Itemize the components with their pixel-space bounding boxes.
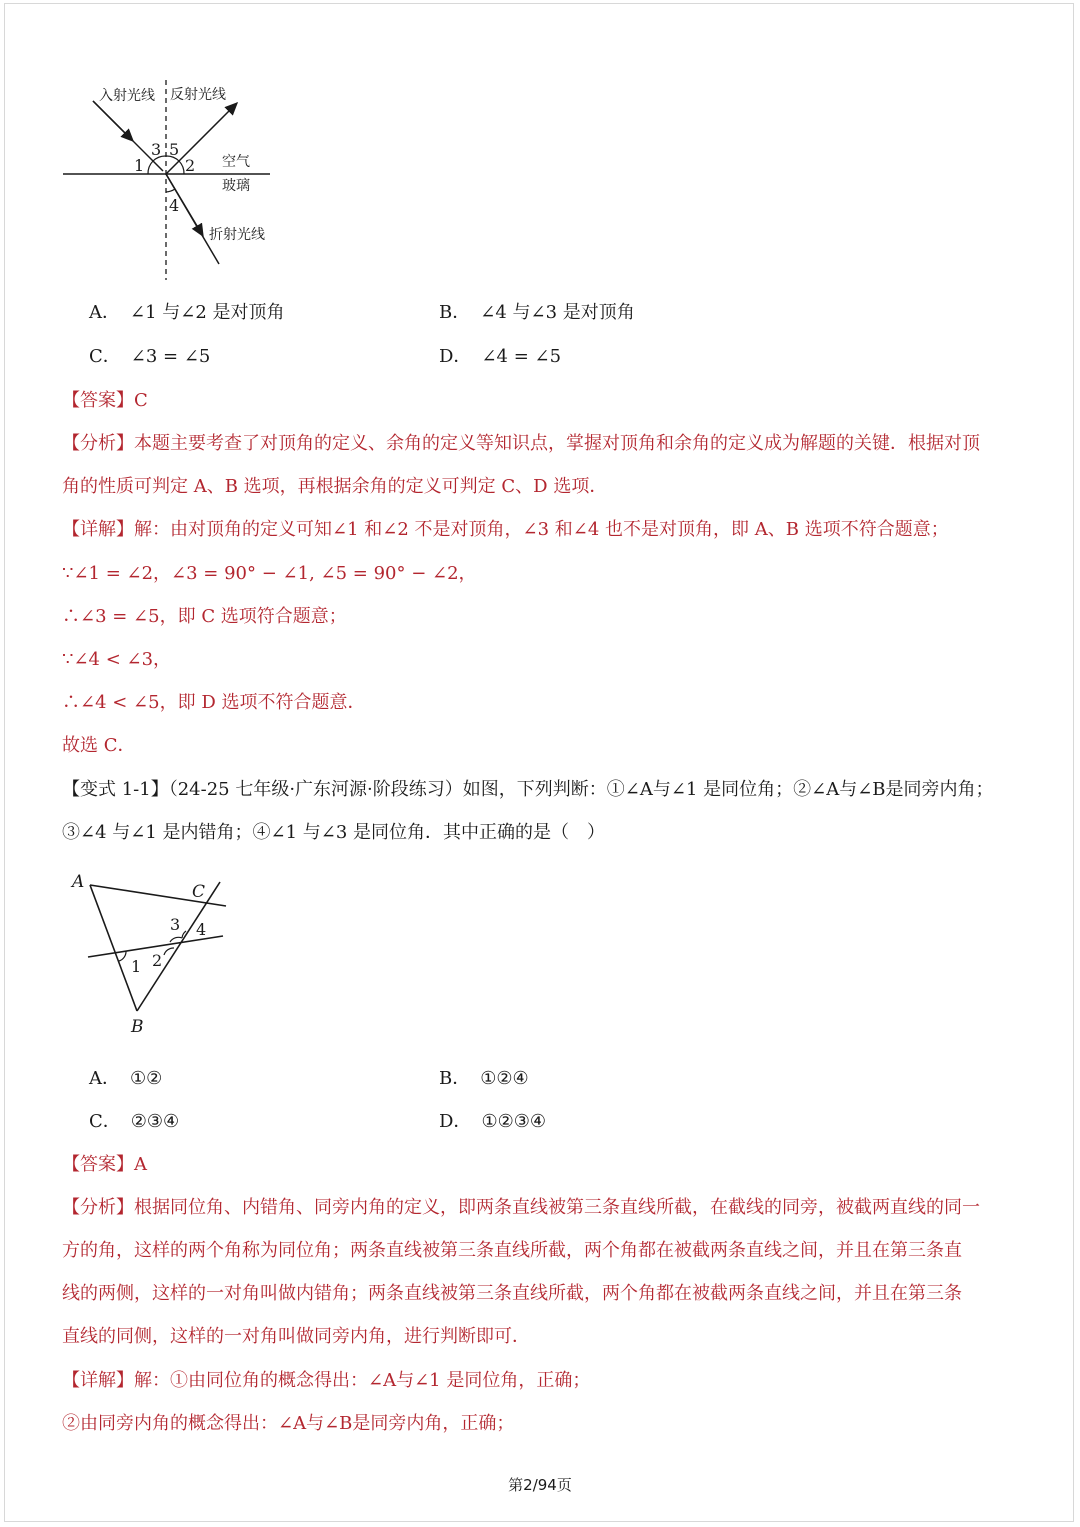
figure-light-refraction	[55, 75, 295, 285]
q2-answer	[62, 1152, 147, 1178]
q2-analysis-line4: 直线的同侧，这样的一对角叫做同旁内角，进行判断即可．	[62, 1326, 530, 1347]
option-text: ①②	[130, 1068, 163, 1089]
label-air: 空气	[222, 154, 250, 170]
q1-answer	[62, 388, 148, 414]
q1-option-d	[439, 344, 561, 370]
option-label: C．	[89, 346, 121, 367]
q1-option-a	[89, 300, 285, 326]
q1-detail-line2: ∵∠1 = ∠2，∠3 = 90° − ∠1, ∠5 = 90° − ∠2，	[62, 563, 477, 584]
label-reflected: 反射光线	[170, 87, 226, 103]
option-text: ∠1 与∠2 是对顶角	[130, 302, 285, 323]
option-label: C．	[89, 1111, 121, 1132]
analysis-tag: 【分析】	[62, 1197, 134, 1218]
angle-label-1: 1	[131, 957, 142, 976]
q2-detail-line2: ②由同旁内角的概念得出：∠A与∠B是同旁内角，正确；	[62, 1413, 515, 1434]
line-ac	[90, 885, 226, 906]
label-glass: 玻璃	[222, 178, 250, 194]
q2-detail-line1: 【详解】解：①由同位角的概念得出：∠A与∠1 是同位角，正确；	[62, 1370, 591, 1391]
q2-analysis-line2: 方的角，这样的两个角称为同位角；两条直线被第三条直线所截，两个角都在被截两条直线之间，并且在第三条直	[62, 1240, 962, 1261]
option-text: ∠4 = ∠5	[481, 346, 562, 367]
q1-option-c	[89, 344, 210, 370]
q1-detail-line1: 【详解】解：由对顶角的定义可知∠1 和∠2 不是对顶角，∠3 和∠4 也不是对顶角，即 A、B 选项不符合题意；	[62, 519, 949, 540]
point-label-c: C	[192, 882, 206, 902]
page-number: 第2/94页	[508, 1476, 572, 1494]
answer-tag: 【答案】	[62, 1154, 134, 1175]
q1-detail-line4: ∵∠4 < ∠3，	[62, 649, 172, 670]
angle-label-5: 5	[169, 140, 180, 159]
q1-analysis-line2: 角的性质可判定 A、B 选项，再根据余角的定义可判定 C、D 选项．	[62, 476, 608, 497]
option-text: ①②③④	[481, 1111, 546, 1132]
answer-value: A	[134, 1154, 147, 1175]
angle-label-4: 4	[169, 196, 180, 215]
point-label-b: B	[131, 1017, 144, 1037]
q2-stem-line1: 【变式 1-1】（24-25 七年级·广东河源·阶段练习）如图，下列判断：①∠A与∠1 是同位角；②∠A与∠B是同旁内角；	[62, 779, 994, 800]
angle-label-3: 3	[170, 915, 181, 934]
q1-analysis-line1: 【分析】本题主要考查了对顶角的定义、余角的定义等知识点，掌握对顶角和余角的定义成为解题的关键．根据对顶	[62, 433, 980, 454]
option-text: ∠4 与∠3 是对顶角	[480, 302, 635, 323]
label-refracted: 折射光线	[209, 227, 265, 243]
q1-detail-line3: ∴∠3 = ∠5，即 C 选项符合题意；	[62, 606, 347, 627]
q2-analysis-line1: 【分析】根据同位角、内错角、同旁内角的定义，即两条直线被第三条直线所截，在截线的同旁，被截两直线的同一	[62, 1197, 980, 1218]
option-label: B．	[439, 1068, 471, 1089]
answer-tag: 【答案】	[62, 390, 134, 411]
q2-option-a	[89, 1066, 162, 1092]
angle-label-2: 2	[185, 156, 196, 175]
question-source: （24-25 七年级·广东河源·阶段练习）	[168, 779, 463, 800]
angle-label-2: 2	[152, 951, 163, 970]
option-label: D．	[439, 346, 472, 367]
angle-label-1: 1	[134, 156, 145, 175]
detail-tag: 【详解】	[62, 519, 134, 540]
option-label: A．	[89, 302, 120, 323]
q2-stem-line2: ③∠4 与∠1 是内错角；④∠1 与∠3 是同位角．其中正确的是（ ）	[62, 822, 606, 843]
detail-tag: 【详解】	[62, 1370, 134, 1391]
q1-detail-line5: ∴∠4 < ∠5，即 D 选项不符合题意．	[62, 692, 366, 713]
q1-option-b	[439, 300, 635, 326]
option-text: ∠3 = ∠5	[130, 346, 211, 367]
figure-triangle-lines	[60, 868, 240, 1038]
label-incident: 入射光线	[99, 88, 155, 104]
variant-tag: 【变式 1-1】	[62, 779, 169, 800]
option-text: ①②④	[480, 1068, 529, 1089]
line-bc	[137, 882, 220, 1011]
point-label-a: A	[72, 872, 85, 892]
option-label: B．	[439, 302, 471, 323]
q1-conclusion: 故选 C．	[62, 735, 136, 756]
analysis-tag: 【分析】	[62, 433, 134, 454]
angle-label-4: 4	[196, 920, 207, 939]
option-label: D．	[439, 1111, 472, 1132]
segment-ab	[90, 885, 137, 1011]
option-label: A．	[89, 1068, 120, 1089]
angle-label-3: 3	[151, 140, 162, 159]
option-text: ②③④	[130, 1111, 180, 1132]
q2-option-d	[439, 1109, 546, 1135]
q2-analysis-line3: 线的两侧，这样的一对角叫做内错角；两条直线被第三条直线所截，两个角都在被截两条直线之间，并且在第三条	[62, 1283, 962, 1304]
q2-option-b	[439, 1066, 529, 1092]
answer-value: C	[134, 390, 148, 411]
q2-option-c	[89, 1109, 179, 1135]
